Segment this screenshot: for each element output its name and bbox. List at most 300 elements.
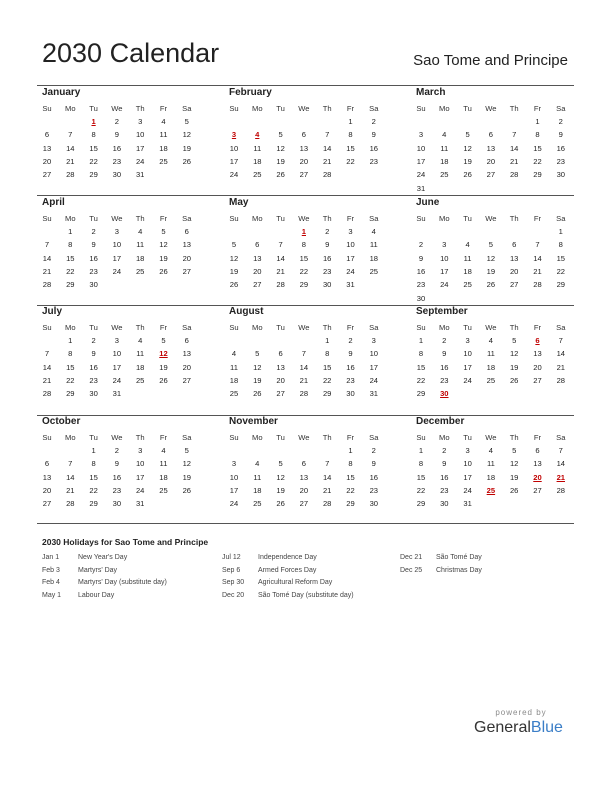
month-name: July bbox=[42, 306, 63, 317]
day: 28 bbox=[509, 170, 519, 180]
weekday-header: Sa bbox=[182, 433, 192, 442]
divider bbox=[37, 415, 574, 416]
holiday-name: São Tomé Day (substitute day) bbox=[258, 591, 354, 599]
day: 19 bbox=[463, 156, 472, 166]
day: 20 bbox=[533, 362, 542, 372]
day: 20 bbox=[299, 156, 309, 166]
day: 14 bbox=[533, 253, 542, 263]
day: 6 bbox=[184, 336, 189, 345]
weekday-header: Th bbox=[509, 104, 519, 113]
day: 5 bbox=[255, 349, 260, 359]
day: 7 bbox=[44, 349, 50, 359]
weekday-header: Sa bbox=[556, 104, 566, 113]
day: 6 bbox=[301, 130, 306, 140]
day: 1 bbox=[325, 336, 330, 345]
month-name: December bbox=[416, 416, 465, 427]
day: 1 bbox=[535, 117, 540, 126]
day: 26 bbox=[182, 156, 192, 166]
day: 4 bbox=[138, 227, 143, 236]
weekday-header: Sa bbox=[369, 214, 379, 223]
day: 29 bbox=[556, 280, 566, 290]
day: 15 bbox=[66, 253, 75, 263]
day: 6 bbox=[44, 130, 50, 140]
day: 13 bbox=[182, 240, 192, 250]
holiday-date: Dec 20 bbox=[222, 591, 245, 599]
day: 23 bbox=[89, 266, 98, 276]
day: 29 bbox=[66, 280, 75, 290]
day: 11 bbox=[253, 143, 262, 153]
day: 17 bbox=[416, 156, 426, 166]
holiday-name: Agricultural Reform Day bbox=[258, 579, 333, 586]
day: 3 bbox=[465, 446, 470, 455]
day: 8 bbox=[68, 240, 73, 250]
day: 7 bbox=[325, 459, 330, 469]
weekday-header: Mo bbox=[252, 104, 263, 113]
day: 2 bbox=[114, 117, 119, 126]
day: 25 bbox=[135, 375, 145, 385]
holiday-date: Dec 25 bbox=[400, 566, 423, 574]
day: 2 bbox=[371, 446, 376, 455]
day: 2 bbox=[418, 240, 424, 250]
day: 3 bbox=[465, 336, 470, 345]
day: 13 bbox=[42, 143, 52, 153]
day: 7 bbox=[278, 240, 283, 250]
day: 23 bbox=[346, 375, 355, 385]
day: 31 bbox=[416, 183, 426, 193]
day: 3 bbox=[114, 336, 119, 345]
day: 20 bbox=[509, 266, 519, 276]
weekday-header: Mo bbox=[65, 433, 76, 442]
day: 16 bbox=[89, 253, 98, 263]
day: 4 bbox=[371, 227, 376, 236]
page-title: 2030 Calendar bbox=[42, 38, 220, 68]
day: 15 bbox=[416, 472, 426, 482]
powered-by-label: powered by bbox=[495, 708, 547, 717]
weekday-header: Sa bbox=[369, 433, 379, 442]
day: 21 bbox=[556, 362, 566, 372]
weekday-header: Su bbox=[229, 433, 239, 442]
day: 26 bbox=[486, 280, 496, 290]
day: 16 bbox=[556, 143, 566, 153]
weekday-header: Sa bbox=[182, 323, 192, 332]
day: 20 bbox=[486, 156, 496, 166]
holiday-day: 25 bbox=[486, 485, 496, 495]
weekday-header: Th bbox=[135, 214, 145, 223]
day: 18 bbox=[229, 375, 239, 385]
day: 10 bbox=[346, 240, 355, 250]
day: 8 bbox=[91, 130, 96, 140]
day: 10 bbox=[229, 143, 239, 153]
day: 27 bbox=[509, 280, 519, 290]
day: 22 bbox=[346, 485, 355, 495]
day: 12 bbox=[486, 253, 496, 263]
day: 26 bbox=[159, 375, 168, 385]
day: 19 bbox=[253, 375, 262, 385]
weekday-header: Tu bbox=[463, 214, 472, 223]
weekday-header: We bbox=[485, 323, 497, 332]
day: 5 bbox=[161, 227, 166, 236]
day: 10 bbox=[229, 472, 239, 482]
day: 15 bbox=[346, 472, 355, 482]
day: 11 bbox=[159, 130, 168, 140]
weekday-header: We bbox=[298, 323, 310, 332]
day: 9 bbox=[418, 253, 424, 263]
day: 1 bbox=[418, 336, 424, 345]
holiday-day: 12 bbox=[159, 349, 168, 359]
day: 2 bbox=[371, 117, 376, 126]
day: 19 bbox=[229, 266, 239, 276]
day: 28 bbox=[66, 499, 75, 509]
day: 15 bbox=[299, 253, 309, 263]
day: 16 bbox=[112, 143, 122, 153]
day: 8 bbox=[91, 459, 96, 469]
day: 21 bbox=[276, 266, 285, 276]
day: 5 bbox=[488, 240, 493, 250]
day: 3 bbox=[138, 117, 143, 126]
weekday-header: Mo bbox=[439, 214, 450, 223]
month-name: August bbox=[229, 306, 264, 317]
divider bbox=[37, 195, 574, 196]
day: 26 bbox=[182, 485, 192, 495]
weekday-header: Fr bbox=[159, 433, 168, 442]
day: 18 bbox=[135, 253, 145, 263]
day: 10 bbox=[440, 253, 449, 263]
day: 11 bbox=[253, 472, 262, 482]
day: 14 bbox=[42, 362, 52, 372]
day: 21 bbox=[509, 156, 519, 166]
day: 4 bbox=[255, 459, 260, 469]
weekday-header: Th bbox=[509, 323, 519, 332]
day: 23 bbox=[369, 156, 379, 166]
day: 14 bbox=[322, 472, 332, 482]
weekday-header: Th bbox=[322, 433, 332, 442]
day: 8 bbox=[325, 349, 330, 359]
day: 30 bbox=[89, 389, 98, 399]
day: 6 bbox=[278, 349, 283, 359]
day: 9 bbox=[558, 130, 563, 140]
day: 10 bbox=[463, 459, 472, 469]
day: 8 bbox=[348, 459, 353, 469]
day: 3 bbox=[418, 130, 424, 140]
month-name: April bbox=[42, 197, 65, 208]
day: 1 bbox=[348, 117, 353, 126]
day: 26 bbox=[276, 499, 285, 509]
day: 21 bbox=[42, 375, 52, 385]
day: 3 bbox=[114, 227, 119, 236]
day: 10 bbox=[463, 349, 472, 359]
day: 6 bbox=[488, 130, 493, 140]
holiday-day: 4 bbox=[255, 130, 260, 140]
brand-blue: Blue bbox=[530, 719, 563, 736]
weekday-header: Tu bbox=[276, 104, 285, 113]
weekday-header: We bbox=[485, 104, 497, 113]
day: 18 bbox=[463, 266, 472, 276]
holiday-date: May 1 bbox=[42, 591, 62, 599]
month-name: January bbox=[42, 87, 81, 98]
weekday-header: Mo bbox=[252, 433, 263, 442]
day: 11 bbox=[159, 459, 168, 469]
day: 1 bbox=[91, 446, 96, 455]
day: 20 bbox=[276, 375, 285, 385]
day: 12 bbox=[276, 472, 285, 482]
day: 6 bbox=[512, 240, 517, 250]
day: 3 bbox=[348, 227, 353, 236]
day: 26 bbox=[509, 485, 519, 495]
day: 13 bbox=[299, 143, 309, 153]
day: 22 bbox=[556, 266, 566, 276]
weekday-header: Tu bbox=[463, 104, 472, 113]
day: 17 bbox=[463, 472, 472, 482]
day: 27 bbox=[182, 375, 192, 385]
day: 24 bbox=[463, 485, 472, 495]
day: 29 bbox=[89, 499, 98, 509]
day: 30 bbox=[346, 389, 355, 399]
day: 31 bbox=[135, 170, 145, 180]
day: 12 bbox=[463, 143, 472, 153]
day: 12 bbox=[159, 240, 168, 250]
day: 14 bbox=[42, 253, 52, 263]
holiday-name: New Year's Day bbox=[78, 554, 128, 561]
weekday-header: Th bbox=[322, 323, 332, 332]
day: 30 bbox=[322, 280, 332, 290]
month-name: September bbox=[416, 306, 468, 317]
weekday-header: Su bbox=[42, 323, 52, 332]
day: 15 bbox=[322, 362, 332, 372]
day: 16 bbox=[322, 253, 332, 263]
day: 29 bbox=[346, 499, 355, 509]
day: 25 bbox=[159, 156, 168, 166]
day: 30 bbox=[112, 499, 122, 509]
day: 15 bbox=[89, 472, 98, 482]
month-name: November bbox=[229, 416, 278, 427]
weekday-header: Su bbox=[42, 433, 52, 442]
day: 5 bbox=[512, 446, 517, 455]
weekday-header: Sa bbox=[182, 104, 192, 113]
holiday-date: Jan 1 bbox=[42, 554, 60, 561]
day: 6 bbox=[535, 446, 540, 455]
weekday-header: Fr bbox=[346, 433, 355, 442]
day: 10 bbox=[112, 240, 122, 250]
day: 19 bbox=[276, 156, 285, 166]
weekday-header: Tu bbox=[463, 323, 472, 332]
weekday-header: Su bbox=[42, 214, 52, 223]
day: 16 bbox=[416, 266, 426, 276]
day: 19 bbox=[182, 143, 192, 153]
day: 15 bbox=[346, 143, 355, 153]
weekday-header: Sa bbox=[556, 323, 566, 332]
day: 15 bbox=[533, 143, 542, 153]
day: 31 bbox=[369, 389, 379, 399]
day: 2 bbox=[442, 336, 447, 345]
weekday-header: Th bbox=[322, 104, 332, 113]
day: 24 bbox=[112, 375, 122, 385]
weekday-header: Fr bbox=[346, 214, 355, 223]
day: 3 bbox=[138, 446, 143, 455]
day: 14 bbox=[322, 143, 332, 153]
day: 23 bbox=[89, 375, 98, 385]
month-name: March bbox=[416, 87, 446, 98]
day: 18 bbox=[486, 362, 496, 372]
day: 4 bbox=[138, 336, 143, 345]
day: 30 bbox=[416, 293, 426, 303]
day: 30 bbox=[112, 170, 122, 180]
holiday-name: Labour Day bbox=[78, 591, 115, 599]
day: 13 bbox=[486, 143, 496, 153]
day: 23 bbox=[440, 375, 449, 385]
day: 2 bbox=[114, 446, 119, 455]
holiday-day: 1 bbox=[91, 117, 96, 126]
day: 6 bbox=[44, 459, 50, 469]
day: 12 bbox=[253, 362, 262, 372]
day: 14 bbox=[556, 349, 566, 359]
day: 17 bbox=[229, 156, 239, 166]
day: 20 bbox=[253, 266, 262, 276]
day: 11 bbox=[230, 362, 238, 372]
day: 4 bbox=[442, 130, 447, 140]
day: 1 bbox=[348, 446, 353, 455]
weekday-header: Mo bbox=[439, 323, 450, 332]
day: 23 bbox=[112, 156, 122, 166]
weekday-header: Sa bbox=[556, 214, 566, 223]
day: 18 bbox=[253, 156, 262, 166]
day: 25 bbox=[440, 170, 449, 180]
day: 10 bbox=[416, 143, 426, 153]
day: 9 bbox=[91, 240, 96, 250]
day: 23 bbox=[112, 485, 122, 495]
holiday-name: Martyrs' Day (substitute day) bbox=[78, 579, 167, 586]
day: 25 bbox=[229, 389, 239, 399]
holiday-date: Sep 30 bbox=[222, 579, 245, 586]
day: 27 bbox=[42, 170, 52, 180]
day: 7 bbox=[301, 349, 306, 359]
day: 21 bbox=[66, 485, 75, 495]
day: 28 bbox=[533, 280, 542, 290]
weekday-header: Fr bbox=[533, 323, 542, 332]
day: 4 bbox=[465, 240, 470, 250]
day: 13 bbox=[42, 472, 52, 482]
day: 28 bbox=[322, 499, 332, 509]
day: 5 bbox=[278, 459, 283, 469]
day: 31 bbox=[135, 499, 145, 509]
day: 24 bbox=[463, 375, 472, 385]
day: 12 bbox=[182, 459, 192, 469]
day: 28 bbox=[42, 280, 52, 290]
day: 4 bbox=[488, 336, 493, 345]
day: 30 bbox=[369, 499, 379, 509]
day: 10 bbox=[112, 349, 122, 359]
holidays-title: 2030 Holidays for Sao Tome and Principe bbox=[42, 537, 209, 547]
day: 1 bbox=[558, 227, 563, 236]
day: 22 bbox=[533, 156, 542, 166]
day: 29 bbox=[89, 170, 98, 180]
day: 14 bbox=[556, 459, 566, 469]
day: 18 bbox=[159, 472, 168, 482]
day: 12 bbox=[509, 459, 519, 469]
day: 17 bbox=[346, 253, 355, 263]
day: 24 bbox=[135, 485, 145, 495]
day: 25 bbox=[463, 280, 472, 290]
day: 19 bbox=[182, 472, 192, 482]
day: 18 bbox=[253, 485, 262, 495]
day: 14 bbox=[66, 472, 75, 482]
day: 17 bbox=[369, 362, 379, 372]
holiday-day: 21 bbox=[556, 472, 566, 482]
weekday-header: Th bbox=[509, 433, 519, 442]
day: 26 bbox=[229, 280, 239, 290]
weekday-header: Fr bbox=[533, 433, 542, 442]
day: 18 bbox=[135, 362, 145, 372]
day: 31 bbox=[463, 499, 472, 509]
day: 2 bbox=[442, 446, 447, 455]
day: 19 bbox=[159, 362, 168, 372]
holiday-day: 30 bbox=[440, 389, 449, 399]
weekday-header: Su bbox=[229, 104, 239, 113]
day: 20 bbox=[42, 485, 52, 495]
day: 27 bbox=[299, 170, 309, 180]
day: 27 bbox=[42, 499, 52, 509]
weekday-header: Fr bbox=[346, 323, 355, 332]
day: 24 bbox=[112, 266, 122, 276]
holiday-day: 6 bbox=[535, 336, 540, 345]
holiday-date: Dec 21 bbox=[400, 554, 423, 561]
day: 17 bbox=[135, 472, 145, 482]
day: 19 bbox=[509, 362, 519, 372]
day: 21 bbox=[66, 156, 75, 166]
day: 29 bbox=[416, 389, 426, 399]
day: 19 bbox=[509, 472, 519, 482]
day: 20 bbox=[42, 156, 52, 166]
day: 10 bbox=[369, 349, 379, 359]
day: 26 bbox=[159, 266, 168, 276]
day: 29 bbox=[416, 499, 426, 509]
month-name: June bbox=[416, 197, 440, 208]
day: 16 bbox=[89, 362, 98, 372]
day: 23 bbox=[556, 156, 566, 166]
day: 8 bbox=[301, 240, 306, 250]
day: 28 bbox=[66, 170, 75, 180]
day: 3 bbox=[371, 336, 376, 345]
holiday-date: Feb 4 bbox=[42, 579, 60, 586]
day: 16 bbox=[112, 472, 122, 482]
day: 26 bbox=[253, 389, 262, 399]
weekday-header: Tu bbox=[89, 214, 98, 223]
holiday-day: 1 bbox=[301, 227, 306, 236]
weekday-header: Sa bbox=[556, 433, 566, 442]
weekday-header: Fr bbox=[159, 104, 168, 113]
weekday-header: We bbox=[485, 433, 497, 442]
holiday-day: 3 bbox=[231, 130, 237, 140]
generalblue-logo[interactable] bbox=[474, 719, 563, 737]
day: 23 bbox=[440, 485, 449, 495]
day: 2 bbox=[558, 117, 563, 126]
day: 16 bbox=[369, 472, 379, 482]
day: 9 bbox=[114, 459, 119, 469]
day: 5 bbox=[231, 240, 237, 250]
day: 18 bbox=[486, 472, 496, 482]
holiday-name: Independence Day bbox=[258, 554, 317, 561]
day: 9 bbox=[91, 349, 96, 359]
holiday-name: Armed Forces Day bbox=[258, 566, 317, 574]
day: 25 bbox=[253, 170, 262, 180]
day: 28 bbox=[299, 389, 309, 399]
weekday-header: Th bbox=[135, 433, 145, 442]
weekday-header: Mo bbox=[65, 214, 76, 223]
day: 8 bbox=[418, 349, 424, 359]
day: 21 bbox=[299, 375, 309, 385]
day: 24 bbox=[229, 170, 239, 180]
day: 13 bbox=[276, 362, 285, 372]
day: 16 bbox=[440, 472, 449, 482]
